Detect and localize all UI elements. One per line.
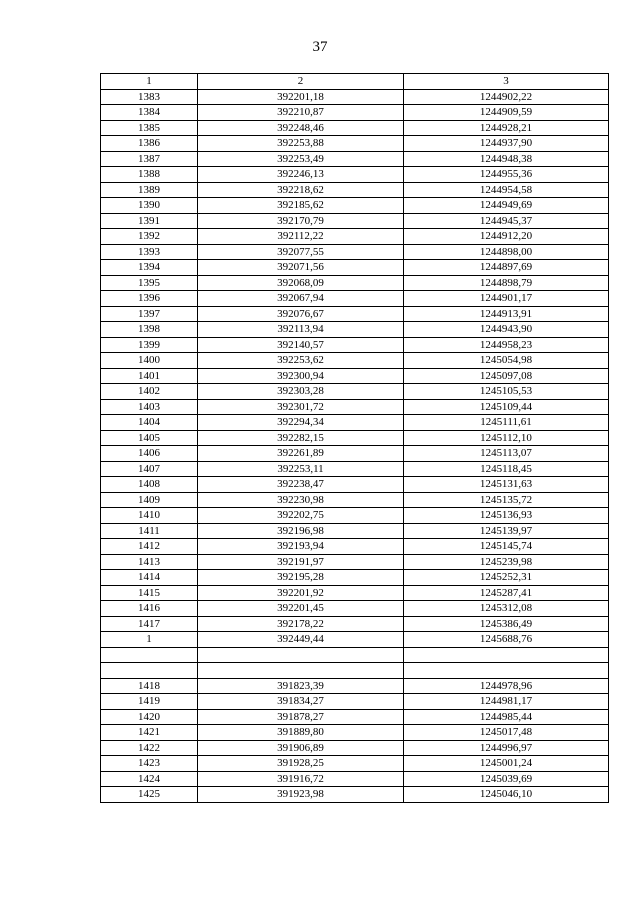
table-row [101,167,609,183]
y-coordinate-cell: 1244913,91 [404,306,609,322]
table-row [101,415,609,431]
x-coordinate-cell: 392201,18 [198,89,404,105]
y-coordinate-cell: 1244898,79 [404,275,609,291]
point-number-cell: 1424 [101,771,198,787]
x-coordinate-cell: 392261,89 [198,446,404,462]
x-coordinate-cell: 392248,46 [198,120,404,136]
point-number-cell: 1402 [101,384,198,400]
y-coordinate-cell: 1244928,21 [404,120,609,136]
table-row [101,725,609,741]
point-number-cell: 1386 [101,136,198,152]
y-coordinate-cell: 1245001,24 [404,756,609,772]
x-coordinate-cell: 391889,80 [198,725,404,741]
y-coordinate-cell: 1245111,61 [404,415,609,431]
table-row [101,585,609,601]
x-coordinate-cell: 392196,98 [198,523,404,539]
x-coordinate-cell: 392253,11 [198,461,404,477]
x-coordinate-cell: 391928,25 [198,756,404,772]
table-row [101,539,609,555]
y-coordinate-cell: 1244978,96 [404,678,609,694]
point-number-cell: 1420 [101,709,198,725]
x-coordinate-cell: 392218,62 [198,182,404,198]
point-number-cell: 1401 [101,368,198,384]
y-coordinate-cell [404,647,609,663]
y-coordinate-cell: 1245097,08 [404,368,609,384]
point-number-cell: 1418 [101,678,198,694]
x-coordinate-cell: 392300,94 [198,368,404,384]
y-coordinate-cell: 1244955,36 [404,167,609,183]
x-coordinate-cell: 392178,22 [198,616,404,632]
point-number-cell: 1398 [101,322,198,338]
y-coordinate-cell: 1244897,69 [404,260,609,276]
x-coordinate-cell: 392201,45 [198,601,404,617]
x-coordinate-cell: 391823,39 [198,678,404,694]
y-coordinate-cell: 1245135,72 [404,492,609,508]
table-row [101,291,609,307]
point-number-cell: 1399 [101,337,198,353]
y-coordinate-cell: 1244909,59 [404,105,609,121]
x-coordinate-cell: 392068,09 [198,275,404,291]
y-coordinate-cell: 1244943,90 [404,322,609,338]
point-number-cell: 1404 [101,415,198,431]
point-number-cell: 1389 [101,182,198,198]
y-coordinate-cell: 1244958,23 [404,337,609,353]
point-number-cell: 1397 [101,306,198,322]
x-coordinate-cell: 391878,27 [198,709,404,725]
y-coordinate-cell: 1245131,63 [404,477,609,493]
y-coordinate-cell: 1245017,48 [404,725,609,741]
x-coordinate-cell: 392238,47 [198,477,404,493]
x-coordinate-cell: 392230,98 [198,492,404,508]
point-number-cell: 1403 [101,399,198,415]
page-number: 37 [312,39,328,55]
point-number-cell: 1388 [101,167,198,183]
x-coordinate-cell: 392201,92 [198,585,404,601]
coordinates-table [100,73,609,803]
point-number-cell: 1400 [101,353,198,369]
y-coordinate-cell: 1245386,49 [404,616,609,632]
y-coordinate-cell: 1245112,10 [404,430,609,446]
point-number-cell: 1408 [101,477,198,493]
point-number-cell: 1383 [101,89,198,105]
x-coordinate-cell: 392253,49 [198,151,404,167]
y-coordinate-cell: 1245688,76 [404,632,609,648]
table-row [101,616,609,632]
y-coordinate-cell: 1245105,53 [404,384,609,400]
x-coordinate-cell [198,663,404,679]
x-coordinate-cell: 392077,55 [198,244,404,260]
table-row [101,709,609,725]
x-coordinate-cell: 392076,67 [198,306,404,322]
table-row [101,244,609,260]
point-number-cell: 1385 [101,120,198,136]
y-coordinate-cell: 1245252,31 [404,570,609,586]
table-row [101,492,609,508]
x-coordinate-cell: 391923,98 [198,787,404,803]
column-header-3: 3 [404,74,609,90]
table-row [101,260,609,276]
table-row [101,353,609,369]
point-number-cell: 1417 [101,616,198,632]
x-coordinate-cell: 392449,44 [198,632,404,648]
x-coordinate-cell: 392170,79 [198,213,404,229]
x-coordinate-cell: 392193,94 [198,539,404,555]
table-row [101,229,609,245]
x-coordinate-cell: 392195,28 [198,570,404,586]
y-coordinate-cell: 1245139,97 [404,523,609,539]
point-number-cell: 1419 [101,694,198,710]
table-row [101,523,609,539]
table-row [101,771,609,787]
y-coordinate-cell: 1244949,69 [404,198,609,214]
table-row [101,430,609,446]
point-number-cell: 1393 [101,244,198,260]
point-number-cell: 1409 [101,492,198,508]
table-row [101,756,609,772]
y-coordinate-cell: 1244945,37 [404,213,609,229]
x-coordinate-cell: 392210,87 [198,105,404,121]
y-coordinate-cell: 1245145,74 [404,539,609,555]
x-coordinate-cell: 392113,94 [198,322,404,338]
coordinates-table-body [101,74,609,803]
table-row [101,632,609,648]
table-row [101,477,609,493]
y-coordinate-cell: 1245109,44 [404,399,609,415]
y-coordinate-cell: 1244898,00 [404,244,609,260]
point-number-cell: 1423 [101,756,198,772]
table-row [101,678,609,694]
table-row [101,384,609,400]
point-number-cell: 1416 [101,601,198,617]
table-row [101,306,609,322]
x-coordinate-cell: 392253,88 [198,136,404,152]
point-number-cell: 1414 [101,570,198,586]
y-coordinate-cell [404,663,609,679]
point-number-cell: 1406 [101,446,198,462]
point-number-cell: 1411 [101,523,198,539]
table-header-row [101,74,609,90]
point-number-cell: 1396 [101,291,198,307]
table-row [101,647,609,663]
y-coordinate-cell: 1245136,93 [404,508,609,524]
x-coordinate-cell: 392202,75 [198,508,404,524]
table-row [101,198,609,214]
table-row [101,105,609,121]
table-row [101,787,609,803]
table-row [101,461,609,477]
y-coordinate-cell: 1244996,97 [404,740,609,756]
point-number-cell: 1390 [101,198,198,214]
table-row [101,213,609,229]
table-row [101,446,609,462]
y-coordinate-cell: 1244902,22 [404,89,609,105]
table-row [101,275,609,291]
table-row [101,89,609,105]
y-coordinate-cell: 1245118,45 [404,461,609,477]
y-coordinate-cell: 1244985,44 [404,709,609,725]
point-number-cell: 1407 [101,461,198,477]
x-coordinate-cell: 391916,72 [198,771,404,787]
x-coordinate-cell: 392301,72 [198,399,404,415]
x-coordinate-cell: 392294,34 [198,415,404,431]
x-coordinate-cell: 392185,62 [198,198,404,214]
x-coordinate-cell: 392191,97 [198,554,404,570]
x-coordinate-cell: 392253,62 [198,353,404,369]
table-row [101,740,609,756]
table-row [101,508,609,524]
y-coordinate-cell: 1244937,90 [404,136,609,152]
point-number-cell: 1415 [101,585,198,601]
point-number-cell: 1384 [101,105,198,121]
x-coordinate-cell: 391834,27 [198,694,404,710]
point-number-cell: 1392 [101,229,198,245]
x-coordinate-cell: 392303,28 [198,384,404,400]
point-number-cell: 1387 [101,151,198,167]
column-header-2: 2 [198,74,404,90]
x-coordinate-cell: 392246,13 [198,167,404,183]
y-coordinate-cell: 1244948,38 [404,151,609,167]
y-coordinate-cell: 1245046,10 [404,787,609,803]
point-number-cell: 1425 [101,787,198,803]
x-coordinate-cell: 392112,22 [198,229,404,245]
point-number-cell: 1413 [101,554,198,570]
x-coordinate-cell [198,647,404,663]
table-row [101,120,609,136]
point-number-cell: 1410 [101,508,198,524]
y-coordinate-cell: 1244981,17 [404,694,609,710]
y-coordinate-cell: 1244912,20 [404,229,609,245]
table-row [101,151,609,167]
point-number-cell: 1391 [101,213,198,229]
table-row [101,182,609,198]
y-coordinate-cell: 1245039,69 [404,771,609,787]
point-number-cell: 1394 [101,260,198,276]
y-coordinate-cell: 1245312,08 [404,601,609,617]
table-row [101,663,609,679]
x-coordinate-cell: 391906,89 [198,740,404,756]
column-header-1: 1 [101,74,198,90]
x-coordinate-cell: 392140,57 [198,337,404,353]
table-row [101,399,609,415]
table-row [101,322,609,338]
table-row [101,601,609,617]
y-coordinate-cell: 1245113,07 [404,446,609,462]
point-number-cell: 1 [101,632,198,648]
point-number-cell: 1422 [101,740,198,756]
table-row [101,554,609,570]
table-row [101,694,609,710]
point-number-cell: 1405 [101,430,198,446]
point-number-cell: 1421 [101,725,198,741]
table-row [101,337,609,353]
y-coordinate-cell: 1245054,98 [404,353,609,369]
table-row [101,136,609,152]
point-number-cell [101,647,198,663]
table-row [101,368,609,384]
point-number-cell: 1412 [101,539,198,555]
table-row [101,570,609,586]
y-coordinate-cell: 1244901,17 [404,291,609,307]
y-coordinate-cell: 1245287,41 [404,585,609,601]
point-number-cell: 1395 [101,275,198,291]
x-coordinate-cell: 392071,56 [198,260,404,276]
y-coordinate-cell: 1245239,98 [404,554,609,570]
x-coordinate-cell: 392067,94 [198,291,404,307]
y-coordinate-cell: 1244954,58 [404,182,609,198]
x-coordinate-cell: 392282,15 [198,430,404,446]
point-number-cell [101,663,198,679]
